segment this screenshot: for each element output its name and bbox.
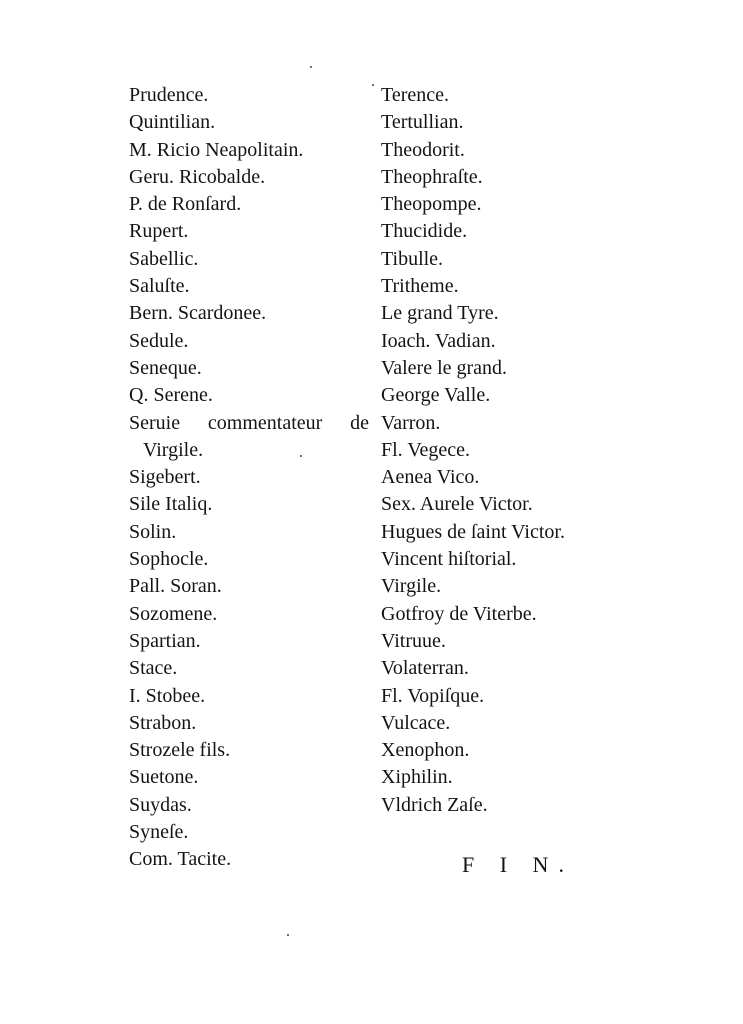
index-entry: Xiphilin. bbox=[381, 766, 453, 789]
index-entry: P. de Ronſard. bbox=[129, 193, 242, 216]
index-entry: Tibulle. bbox=[381, 247, 444, 270]
index-entry: Bern. Scardonee. bbox=[129, 302, 267, 325]
index-entry: Strozele fils. bbox=[129, 739, 231, 762]
justified-line bbox=[129, 410, 369, 437]
index-entry: Tritheme. bbox=[381, 275, 459, 298]
print-speck bbox=[372, 84, 374, 86]
index-entry: Thucidide. bbox=[381, 220, 468, 243]
index-entry: Theodorit. bbox=[381, 138, 465, 161]
index-entry: Rupert. bbox=[129, 220, 189, 243]
index-entry-continuation: Virgile. bbox=[143, 438, 204, 461]
index-entry: Sigebert. bbox=[129, 466, 201, 489]
index-entry: Tertullian. bbox=[381, 111, 464, 134]
index-entry: Theopompe. bbox=[381, 193, 482, 216]
index-entry-justified bbox=[129, 410, 373, 437]
print-speck bbox=[310, 66, 312, 68]
index-entry: Sophocle. bbox=[129, 548, 209, 571]
index-entry: Varron. bbox=[381, 411, 441, 434]
index-entry: I. Stobee. bbox=[129, 684, 206, 707]
index-entry: Suydas. bbox=[129, 793, 192, 816]
index-entry: Sedule. bbox=[129, 329, 189, 352]
word: de bbox=[350, 411, 369, 434]
index-entry: Spartian. bbox=[129, 629, 201, 652]
print-speck bbox=[300, 455, 302, 457]
print-speck bbox=[287, 934, 289, 936]
index-entry: Suetone. bbox=[129, 766, 199, 789]
index-entry: Xenophon. bbox=[381, 739, 470, 762]
index-right-column bbox=[381, 82, 721, 819]
index-entry: Sozomene. bbox=[129, 602, 218, 625]
index-entry: Vitruue. bbox=[381, 629, 446, 652]
index-entry: Terence. bbox=[381, 84, 449, 106]
index-entry: Aenea Vico. bbox=[381, 466, 480, 489]
index-entry: Virgile. bbox=[381, 575, 442, 598]
index-entry: Saluſte. bbox=[129, 275, 190, 298]
index-entry: Theophraſte. bbox=[381, 165, 483, 188]
index-entry: Sex. Aurele Victor. bbox=[381, 493, 533, 516]
index-entry: Geru. Ricobalde. bbox=[129, 165, 266, 188]
index-entry: Q. Serene. bbox=[129, 384, 213, 407]
index-entry: Sile Italiq. bbox=[129, 493, 213, 516]
index-entry: Fl. Vopiſque. bbox=[381, 684, 485, 707]
index-entry: Stace. bbox=[129, 657, 178, 680]
colophon-fin: F I N. bbox=[462, 852, 574, 877]
index-entry: Gotfroy de Viterbe. bbox=[381, 602, 537, 625]
index-entry: Syneſe. bbox=[129, 821, 189, 844]
index-entry: Sabellic. bbox=[129, 247, 199, 270]
index-entry: Vulcace. bbox=[381, 711, 451, 734]
index-entry: Vldrich Zaſe. bbox=[381, 793, 488, 816]
word: Seruie bbox=[129, 411, 181, 434]
index-entry: Vincent hiſtorial. bbox=[381, 548, 517, 571]
index-entry: Quintilian. bbox=[129, 111, 216, 134]
index-entry: Com. Tacite. bbox=[129, 848, 232, 871]
index-entry: Solin. bbox=[129, 520, 177, 543]
index-entry: M. Ricio Neapolitain. bbox=[129, 138, 304, 161]
index-entry: Strabon. bbox=[129, 711, 197, 734]
index-entry: Volaterran. bbox=[381, 657, 469, 680]
index-entry: George Valle. bbox=[381, 384, 491, 407]
index-left-column bbox=[129, 82, 373, 874]
index-entry: Pall. Soran. bbox=[129, 575, 222, 598]
index-entry: Prudence. bbox=[129, 84, 209, 106]
index-entry: Seneque. bbox=[129, 356, 202, 379]
index-entry: Valere le grand. bbox=[381, 356, 508, 379]
index-entry: Hugues de ſaint Victor. bbox=[381, 520, 565, 543]
index-entry: Le grand Tyre. bbox=[381, 302, 499, 325]
index-entry: Ioach. Vadian. bbox=[381, 329, 496, 352]
index-entry: Fl. Vegece. bbox=[381, 438, 471, 461]
word: commentateur bbox=[207, 411, 323, 434]
